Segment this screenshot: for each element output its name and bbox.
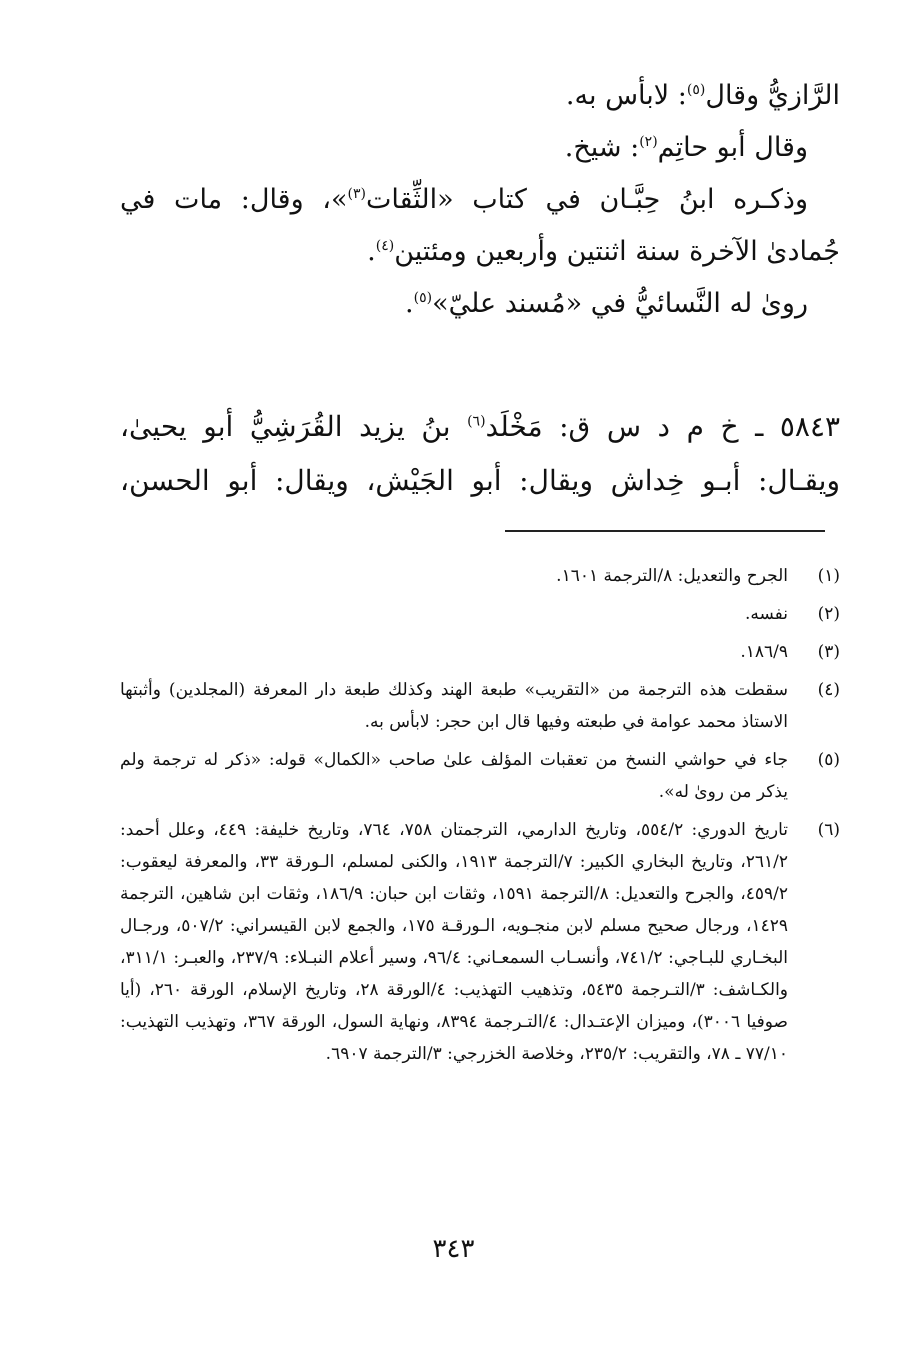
footnote-3 bbox=[120, 636, 840, 668]
footnote-5 bbox=[120, 744, 840, 808]
main-line-3 bbox=[120, 174, 840, 226]
entry-heading: ٥٨٤٣ ـ خ م د س ق: مَخْلَد bbox=[485, 410, 841, 443]
footnote-text: تاريخ الدوري: ٥٥٤/٢، وتاريخ الدارمي، الترجمتان ٧٥٨، ٧٦٤، وتاريخ خليفة: ٤٤٩، وعلل أحمد: ٢٦١/٢، وتاريخ البخاري الكبير: ٧/الترجمة ١٩١٣، والكنى لمسلم، الـورقة ٣٣، والمعرفة ليعقوب: ٤٥٩/٢، والجرح والتعديل: ٨/الترجمة ١٥٩١، وثقات ابن حبان: ١٨٦/٩، وثقات ابن شاهين، الترجمة ١٤٢٩، ورجال صحيح مسلم لابن منجـويه، الـورقـة ١٧٥، والجمع لابن القيسراني: ٥٠٧/٢، ورجـال البخـاري للبـاجي: ٧٤١/٢، وأنسـاب السمعـاني: ٩٦/٤، وسير أعلام النبـلاء: ٢٣٧/٩، والعبـر: ٣١١/١، والكـاشف: ٣/التـرجمة ٥٤٣٥، وتذهيب التهذيب: ٤/الورقة ٢٨، وتاريخ الإسلام، الورقة ٢٦٠، (أيا صوفيا ٣٠٠٦)، وميزان الإعتـدال: ٤/التـرجمة ٨٣٩٤، ونهاية السول، الورقة ٣٦٧، وتهذيب التهذيب: ٧٧/١٠ ـ ٧٨، والتقريب: ٢٣٥/٢، وخلاصة الخزرجي: ٣/الترجمة ٦٩٠٧. bbox=[120, 820, 789, 1064]
main-line-2-end: : شيخ. bbox=[564, 132, 640, 163]
footnote-separator bbox=[505, 530, 825, 532]
entry-line-2: ويقـال: أبـو خِداش ويقال: أبو الجَيْش، ويقال: أبو الحسن، bbox=[120, 464, 840, 497]
main-line-5-text: روىٰ له النَّسائيُّ في «مُسند عليّ» bbox=[432, 288, 808, 319]
main-text bbox=[120, 70, 840, 330]
main-line-5-end: . bbox=[405, 288, 414, 319]
footnote-text: نفسه. bbox=[744, 604, 788, 624]
footnote-ref: (٢) bbox=[639, 134, 658, 150]
footnote-ref: (٣) bbox=[347, 186, 366, 202]
footnote-4 bbox=[120, 674, 840, 738]
main-line-4-text: جُمادىٰ الآخرة سنة اثنتين وأربعين ومئتين bbox=[394, 236, 840, 267]
footnote-ref: (٥) bbox=[413, 290, 433, 306]
footnotes bbox=[120, 560, 840, 1076]
entry-line-1 bbox=[120, 400, 840, 454]
footnote-6 bbox=[120, 814, 840, 1070]
footnote-text: الجرح والتعديل: ٨/الترجمة ١٦٠١. bbox=[556, 566, 788, 586]
footnote-number: (٢) bbox=[817, 604, 840, 624]
page-number: ٣٤٣ bbox=[432, 1234, 475, 1264]
footnote-number: (٣) bbox=[817, 642, 840, 662]
main-line-1-end: : لابأس به. bbox=[565, 80, 687, 111]
footnote-ref: (٦) bbox=[467, 413, 486, 430]
footnote-ref: (٥) bbox=[686, 82, 706, 98]
entry-heading-cont: بنُ يزيد القُرَشِيُّ أبو يحيىٰ، bbox=[120, 410, 468, 443]
main-line-1 bbox=[120, 70, 840, 122]
footnote-text: ١٨٦/٩. bbox=[740, 642, 788, 662]
main-line-1-text: الرَّازيُّ وقال bbox=[705, 80, 840, 111]
footnote-text: سقطت هذه الترجمة من «التقريب» طبعة الهند وكذلك طبعة دار المعرفة (المجلدين) وأثبتها الاستاذ محمد عوامة في طبعته وفيها قال ابن حجر: لابأس به. bbox=[120, 680, 788, 732]
footnote-number: (١) bbox=[817, 566, 840, 586]
footnote-2 bbox=[120, 598, 840, 630]
biography-entry bbox=[120, 400, 840, 508]
footnote-number: (٦) bbox=[817, 820, 840, 840]
main-line-4-end: . bbox=[367, 236, 376, 267]
footnote-1 bbox=[120, 560, 840, 592]
footnote-ref: (٤) bbox=[375, 238, 395, 254]
main-line-4 bbox=[120, 226, 840, 278]
main-line-3-text: وذكـره ابنُ حِبَّـان في كتاب «الثِّقات bbox=[365, 184, 808, 215]
footnote-number: (٥) bbox=[817, 750, 840, 770]
main-line-2-text: وقال أبو حاتِم bbox=[657, 132, 808, 163]
main-line-2 bbox=[120, 122, 840, 174]
footnote-text: جاء في حواشي النسخ من تعقبات المؤلف علىٰ صاحب «الكمال» قوله: «ذكر له ترجمة ولم يذكر من روىٰ له». bbox=[120, 750, 788, 802]
main-line-5 bbox=[120, 278, 840, 330]
main-line-3-end: »، وقال: مات في bbox=[120, 184, 348, 215]
footnote-number: (٤) bbox=[817, 680, 840, 700]
